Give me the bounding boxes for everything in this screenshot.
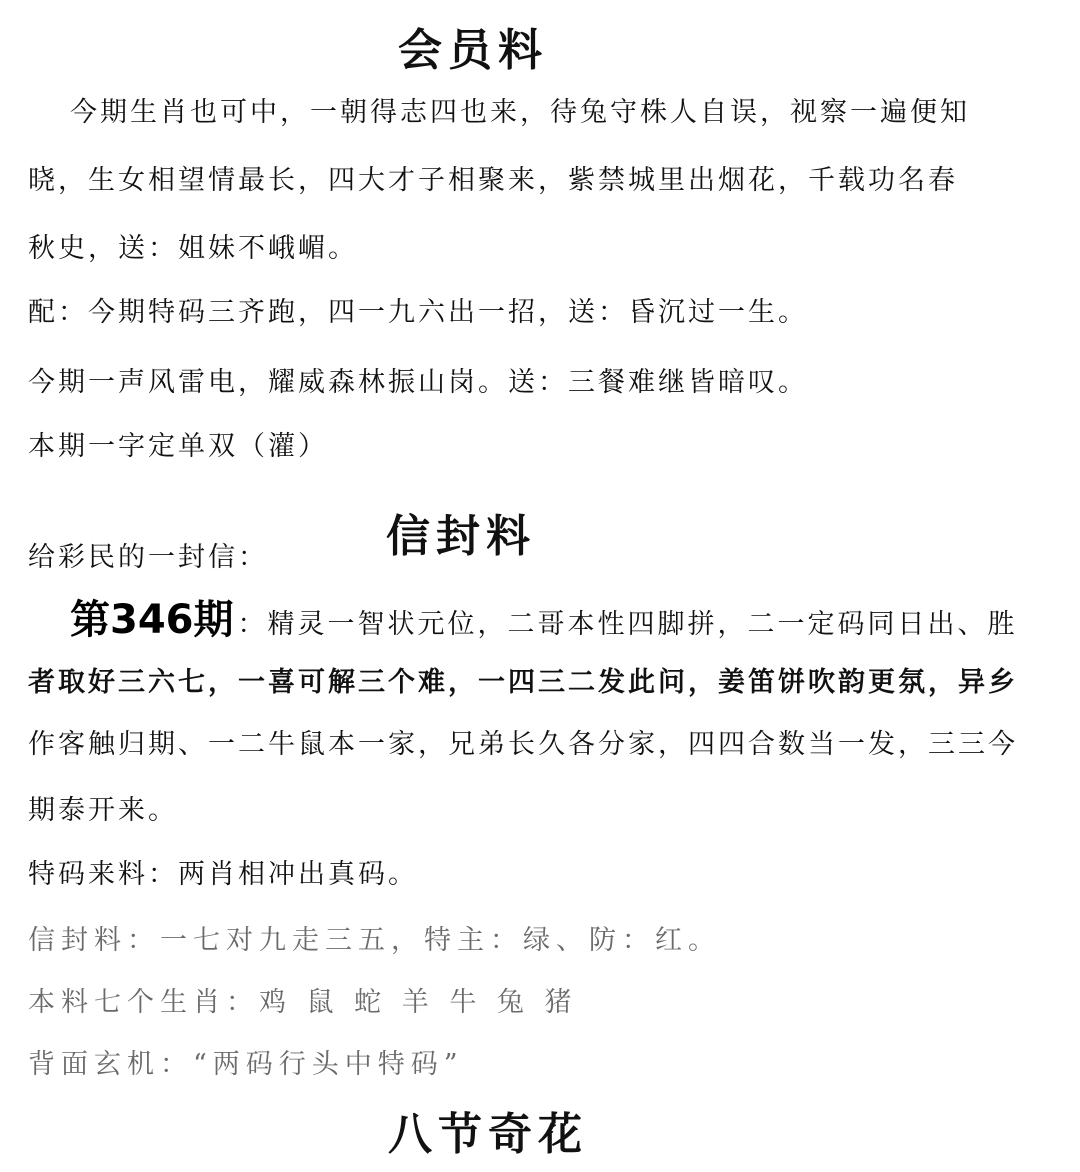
letter-line-7: 本料七个生肖：鸡 鼠 蛇 羊 牛 兔 猪 (28, 987, 578, 1018)
member-line-4: 配：今期特码三齐跑，四一九六出一招，送：昏沉过一生。 (28, 297, 808, 328)
letter-line-3: 作客触归期、一二牛鼠本一家，兄弟长久各分家，四四合数当一发，三三今 (28, 729, 1018, 760)
letter-title: 信封料 (386, 511, 536, 562)
member-title: 会员料 (398, 25, 548, 76)
member-line-6: 本期一字定单双（灌） (28, 431, 328, 462)
letter-line-1 (70, 588, 1018, 645)
issue-label: 第346期 (70, 597, 234, 643)
letter-intro: 给彩民的一封信： (28, 542, 268, 573)
letter-line-6: 信封料：一七对九走三五，特主：绿、防：红。 (28, 925, 721, 956)
letter-line-4: 期泰开来。 (28, 795, 178, 826)
letter-line-2: 者取好三六七，一喜可解三个难，一四三二发此问，姜笛饼吹韵更氛，异乡 (28, 667, 1018, 698)
flower-title: 八节奇花 (388, 1109, 588, 1160)
letter-line-8: 背面玄机：“两码行头中特码” (28, 1049, 464, 1080)
member-line-5: 今期一声风雷电，耀威森林振山岗。送：三餐难继皆暗叹。 (28, 367, 808, 398)
member-line-1: 今期生肖也可中，一朝得志四也来，待兔守株人自误，视察一遍便知 (70, 97, 970, 128)
member-line-2: 晓，生女相望情最长，四大才子相聚来，紫禁城里出烟花，千载功名春 (28, 165, 958, 196)
letter-line-1-text: ：精灵一智状元位，二哥本性四脚拼，二一定码同日出、胜 (237, 609, 1018, 640)
member-line-3: 秋史，送：姐妹不峨嵋。 (28, 233, 358, 264)
letter-line-5: 特码来料：两肖相冲出真码。 (28, 859, 418, 890)
